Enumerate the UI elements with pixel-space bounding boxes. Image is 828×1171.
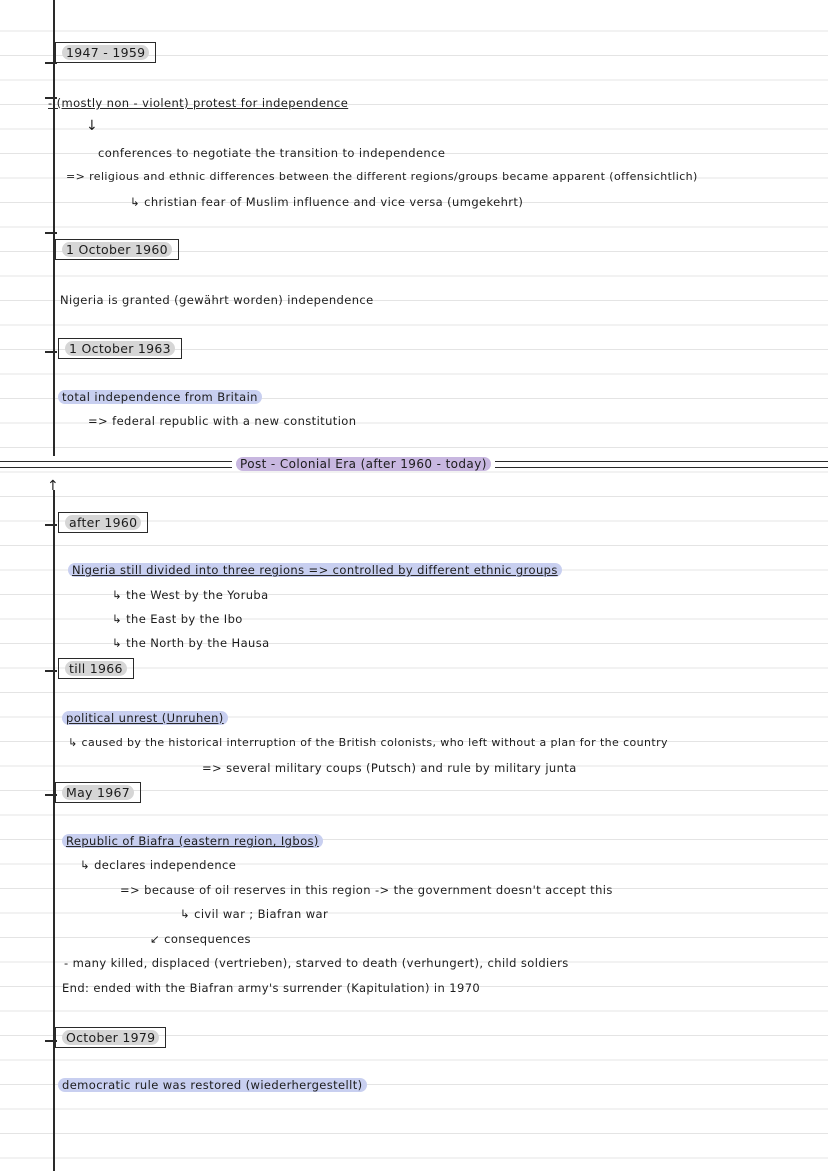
total-independence-label: total independence from Britain	[58, 390, 262, 404]
christian-text: ↳ christian fear of Muslim influence and vice versa (umgekehrt)	[130, 195, 524, 209]
many-killed-text: - many killed, displaced (vertrieben), starved to death (verhungert), child soldiers	[64, 956, 569, 970]
timeline-tick	[45, 524, 57, 526]
post-colonial-label: Post - Colonial Era (after 1960 - today)	[236, 457, 491, 471]
democratic-text	[58, 1078, 367, 1092]
federal-text: => federal republic with a new constitution	[88, 414, 357, 428]
democratic-label: democratic rule was restored (wiederhergestellt)	[58, 1078, 367, 1092]
civil-war-text: ↳ civil war ; Biafran war	[180, 907, 329, 921]
declares-text: ↳ declares independence	[80, 858, 237, 872]
still-divided-text	[68, 563, 562, 577]
post-colonial-title	[232, 457, 495, 471]
date-box	[58, 658, 134, 679]
unrest-text	[62, 711, 228, 725]
east-text: ↳ the East by the Ibo	[112, 612, 243, 626]
date-box	[58, 512, 148, 533]
date-label: May 1967	[62, 785, 134, 800]
date-box	[55, 239, 179, 260]
timeline-line-top	[53, 0, 55, 456]
total-independence-text	[58, 390, 262, 404]
oil-text: => because of oil reserves in this region -> the government doesn't accept this	[120, 883, 613, 897]
conferences-text: conferences to negotiate the transition to independence	[98, 146, 446, 160]
down-arrow-icon: ↓	[86, 118, 98, 134]
date-box	[55, 42, 156, 63]
biafra-text	[62, 834, 323, 848]
end-text: End: ended with the Biafran army's surrender (Kapitulation) in 1970	[62, 981, 481, 995]
religious-text: => religious and ethnic differences between the different regions/groups became apparent (offensichtlich)	[66, 170, 698, 183]
date-box	[58, 338, 182, 359]
protest-text: - (mostly non - violent) protest for independence	[48, 96, 349, 110]
date-label: 1 October 1963	[65, 341, 175, 356]
still-divided-label: Nigeria still divided into three regions => controlled by different ethnic groups	[68, 563, 562, 577]
date-label: 1 October 1960	[62, 242, 172, 257]
date-label: October 1979	[62, 1030, 159, 1045]
consequences-text: ↙ consequences	[150, 932, 251, 946]
coups-text: => several military coups (Putsch) and rule by military junta	[202, 761, 577, 775]
west-text: ↳ the West by the Yoruba	[112, 588, 269, 602]
biafra-label: Republic of Biafra (eastern region, Igbos)	[62, 834, 323, 848]
caused-text: ↳ caused by the historical interruption of the British colonists, who left without a plan for the country	[68, 736, 668, 749]
granted-text: Nigeria is granted (gewährt worden) independence	[60, 293, 374, 307]
up-arrow-icon: ↑	[47, 478, 59, 494]
date-label: after 1960	[65, 515, 141, 530]
date-label: till 1966	[65, 661, 127, 676]
timeline-line-bottom	[53, 490, 55, 1171]
unrest-label: political unrest (Unruhen)	[62, 711, 228, 725]
north-text: ↳ the North by the Hausa	[112, 636, 270, 650]
timeline-tick	[45, 670, 57, 672]
date-label: 1947 - 1959	[62, 45, 149, 60]
timeline-tick	[45, 232, 57, 234]
timeline-tick	[45, 351, 57, 353]
date-box	[55, 782, 141, 803]
date-box	[55, 1027, 166, 1048]
